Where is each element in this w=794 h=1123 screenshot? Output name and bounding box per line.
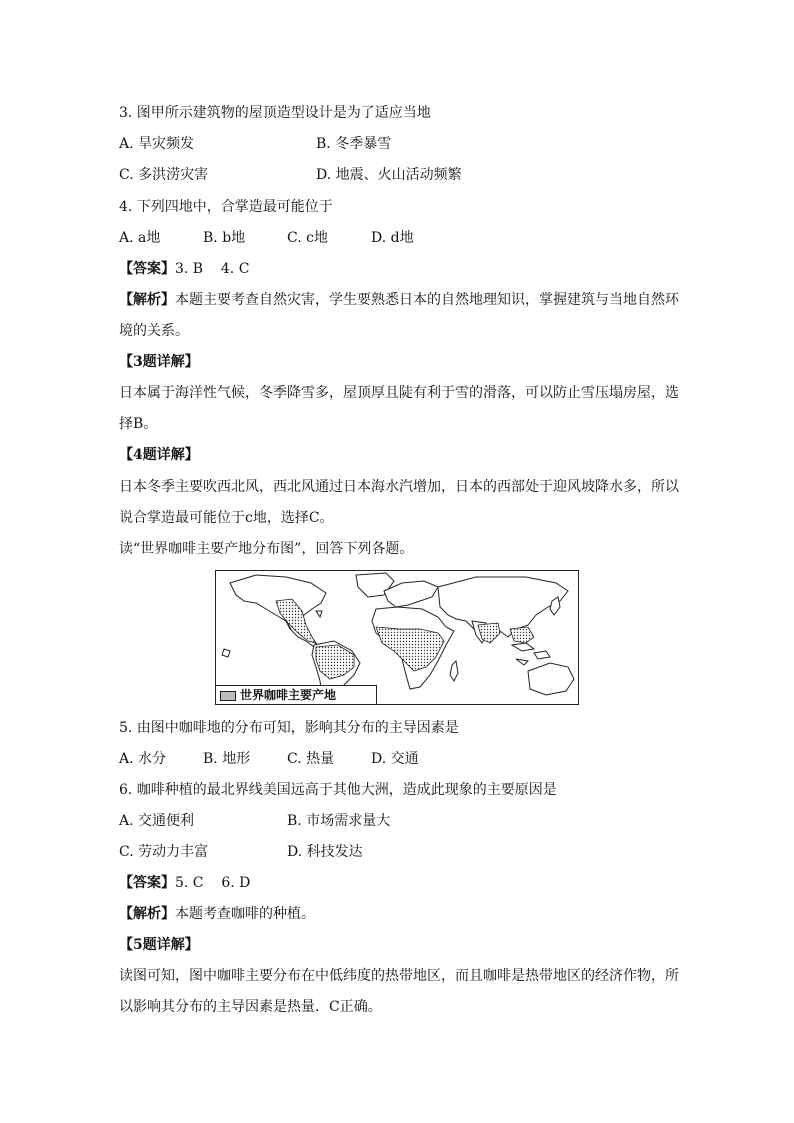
answer-label: 【答案】 bbox=[119, 875, 175, 891]
coffee-area-southeast-asia bbox=[510, 627, 534, 643]
detail-5-line-2: 以影响其分布的主导因素是热量．C正确。 bbox=[119, 999, 382, 1015]
analysis-text: 本题考查咖啡的种植。 bbox=[175, 906, 315, 922]
question-4-option-b: B. b地 bbox=[203, 230, 246, 246]
europe bbox=[384, 581, 438, 607]
question-6-stem: 6. 咖啡种植的最北界线美国远高于其他大洲，造成此现象的主要原因是 bbox=[119, 782, 557, 798]
question-3-option-c: C. 多洪涝灾害 bbox=[119, 167, 209, 183]
reading-intro: 读“世界咖啡主要产地分布图”，回答下列各题。 bbox=[119, 541, 414, 557]
madagascar bbox=[450, 661, 458, 681]
question-5-option-d: D. 交通 bbox=[371, 751, 419, 767]
detail-4-heading: 【4题详解】 bbox=[119, 447, 199, 463]
question-6-option-a: A. 交通便利 bbox=[119, 813, 195, 829]
analysis-text-line-2: 境的关系。 bbox=[119, 323, 189, 339]
answer-block-2 bbox=[119, 874, 250, 892]
question-5-option-a: A. 水分 bbox=[119, 751, 167, 767]
question-4-option-d: D. d地 bbox=[371, 230, 414, 246]
question-6-option-d: D. 科技发达 bbox=[287, 844, 363, 860]
detail-5-line-1: 读图可知，图中咖啡主要分布在中低纬度的热带地区，而且咖啡是热带地区的经济作物，所 bbox=[119, 968, 679, 984]
question-4-option-a: A. a地 bbox=[119, 230, 161, 246]
detail-3-line-1: 日本属于海洋性气候，冬季降雪多，屋顶厚且陡有利于雪的滑落，可以防止雪压塌房屋，选 bbox=[119, 385, 679, 401]
map-legend bbox=[216, 685, 377, 704]
question-5-option-c: C. 热量 bbox=[287, 751, 335, 767]
question-5-option-b: B. 地形 bbox=[203, 751, 251, 767]
detail-4-line-2: 说合掌造最可能位于c地，选择C。 bbox=[119, 510, 334, 526]
analysis-label: 【解析】 bbox=[119, 292, 175, 308]
asia bbox=[438, 577, 568, 637]
australia bbox=[528, 663, 574, 695]
question-3-option-d: D. 地震、火山活动频繁 bbox=[316, 167, 462, 183]
answer-text: 3. B 4. C bbox=[175, 261, 250, 277]
analysis-block-2 bbox=[119, 905, 315, 923]
question-6-option-c: C. 劳动力丰富 bbox=[119, 844, 209, 860]
analysis-block-1 bbox=[119, 291, 679, 309]
answer-label: 【答案】 bbox=[119, 261, 175, 277]
detail-4-line-1: 日本冬季主要吹西北风，西北风通过日本海水汽增加，日本的西部处于迎风坡降水多，所以 bbox=[119, 479, 679, 495]
question-3-option-a: A. 旱灾频发 bbox=[119, 136, 195, 152]
legend-swatch bbox=[220, 691, 236, 701]
question-3-option-b: B. 冬季暴雪 bbox=[316, 136, 392, 152]
answer-block-1 bbox=[119, 260, 249, 278]
world-coffee-map bbox=[215, 570, 579, 705]
question-4-stem: 4. 下列四地中，合掌造最可能位于 bbox=[119, 199, 333, 215]
analysis-text-line-1: 本题主要考查自然灾害，学生要熟悉日本的自然地理知识，掌握建筑与当地自然环 bbox=[175, 292, 679, 308]
legend-label: 世界咖啡主要产地 bbox=[240, 688, 337, 702]
analysis-label: 【解析】 bbox=[119, 906, 175, 922]
detail-3-line-2: 择B。 bbox=[119, 416, 158, 432]
answer-text: 5. C 6. D bbox=[175, 875, 251, 891]
question-4-option-c: C. c地 bbox=[287, 230, 328, 246]
detail-3-heading: 【3题详解】 bbox=[119, 354, 199, 370]
detail-5-heading: 【5题详解】 bbox=[119, 937, 199, 953]
question-6-option-b: B. 市场需求量大 bbox=[287, 813, 391, 829]
question-3-stem: 3. 图甲所示建筑物的屋顶造型设计是为了适应当地 bbox=[119, 105, 431, 121]
question-5-stem: 5. 由图中咖啡地的分布可知，影响其分布的主导因素是 bbox=[119, 720, 459, 736]
